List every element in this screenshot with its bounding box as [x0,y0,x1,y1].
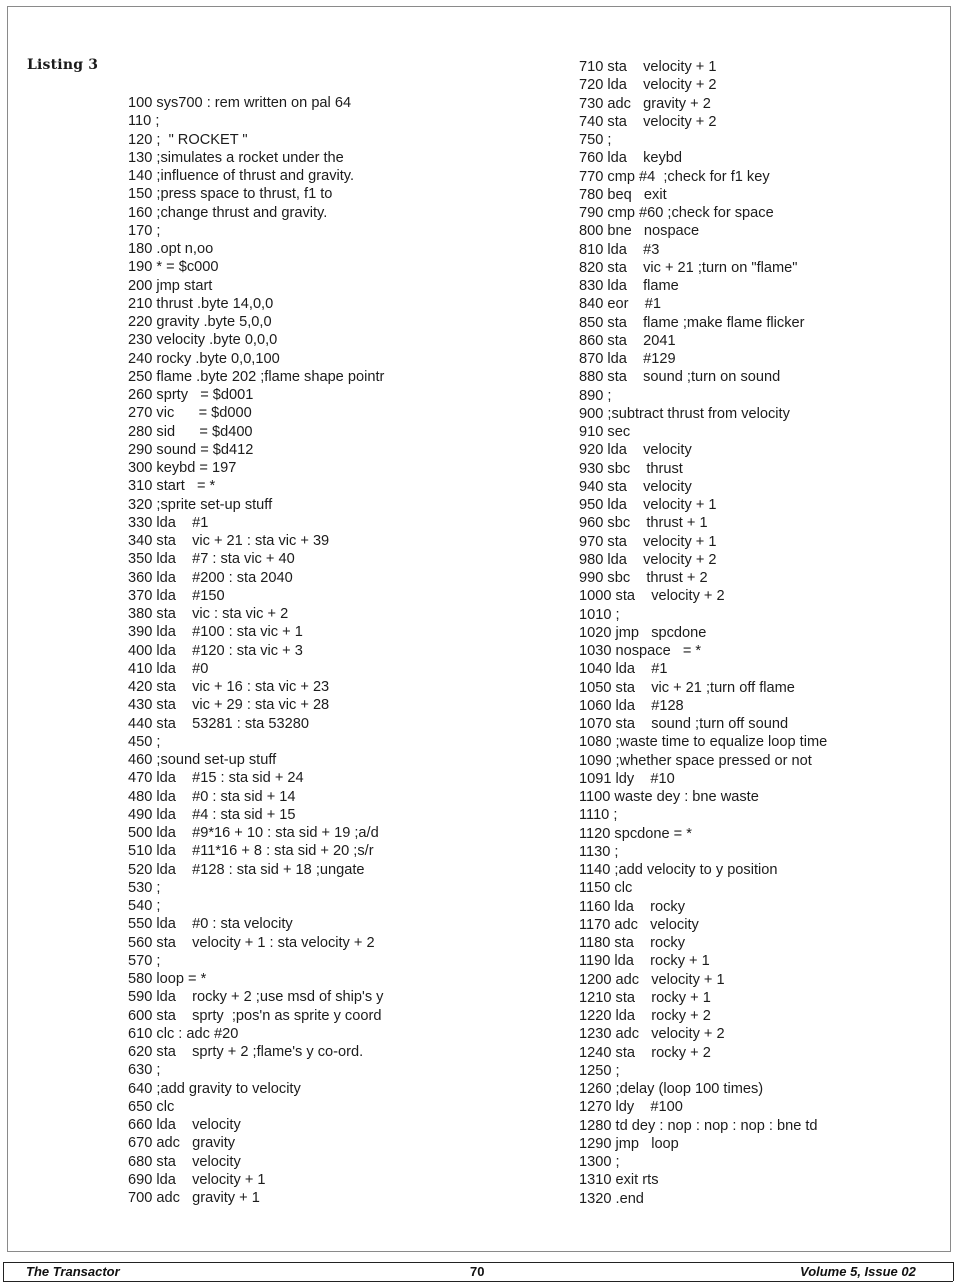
code-line: 920 lda velocity [579,442,692,459]
code-line: 1240 sta rocky + 2 [579,1044,711,1061]
code-line: 770 cmp #4 ;check for f1 key [579,168,770,185]
code-line: 1130 ; [579,843,619,860]
code-line: 830 lda flame [579,278,679,294]
code-line: 1100 waste dey : bne waste [579,789,759,805]
code-line: 720 lda velocity + 2 [579,77,717,94]
footer-border-left [3,1262,4,1281]
code-line: 730 adc gravity + 2 [579,95,711,112]
code-line: 300 keybd = 197 [128,460,237,476]
code-line: 840 eor #1 [579,296,661,313]
code-line: 160 ;change thrust and gravity. [128,204,328,221]
code-line: 1190 lda rocky + 1 [579,953,710,970]
code-line: 270 vic = $d000 [128,405,252,422]
code-line: 610 clc : adc #20 [128,1025,239,1042]
code-line: 1140 ;add velocity to y position [579,862,778,878]
code-line: 950 lda velocity + 1 [579,497,717,513]
code-line: 710 sta velocity + 1 [579,59,717,75]
code-line: 360 lda #200 : sta 2040 [128,569,293,586]
code-line: 1150 clc [579,880,633,897]
code-line: 1030 nospace = * [579,643,702,659]
code-line: 230 velocity .byte 0,0,0 [128,332,278,349]
code-line: 540 ; [128,898,161,914]
code-line: 310 start = * [128,478,216,495]
code-line: 550 lda #0 : sta velocity [128,916,293,933]
code-line: 200 jmp start [128,277,213,294]
code-line: 1091 ldy #10 [579,770,675,787]
code-line: 750 ; [579,132,612,148]
code-line: 570 ; [128,952,161,969]
code-line: 370 lda #150 [128,587,225,604]
code-line: 670 adc gravity [128,1135,236,1152]
code-line: 520 lda #128 : sta sid + 18 ;ungate [128,861,365,878]
code-line: 1230 adc velocity + 2 [579,1026,725,1043]
code-line: 890 ; [579,387,612,404]
code-line: 510 lda #11*16 + 8 : sta sid + 20 ;s/r [128,843,374,860]
code-line: 640 ;add gravity to velocity [128,1080,301,1097]
footer-rule-bottom [3,1281,953,1282]
code-line: 330 lda #1 [128,514,209,531]
code-line: 210 thrust .byte 14,0,0 [128,295,274,312]
code-line: 990 sbc thrust + 2 [579,570,708,586]
code-line: 740 sta velocity + 2 [579,113,717,130]
listing-column-right [579,58,827,1208]
code-line: 1210 sta rocky + 1 [579,989,711,1006]
code-line: 680 sta velocity [128,1153,241,1170]
code-line: 350 lda #7 : sta vic + 40 [128,551,295,568]
footer-page-number: 70 [470,1264,485,1279]
code-line: 880 sta sound ;turn on sound [579,369,781,386]
code-line: 1050 sta vic + 21 ;turn off flame [579,679,795,696]
code-line: 1020 jmp spcdone [579,624,707,641]
code-line: 1300 ; [579,1154,620,1170]
code-line: 930 sbc thrust [579,460,683,477]
code-line: 1180 sta rocky [579,935,685,951]
code-line: 320 ;sprite set-up stuff [128,496,273,513]
code-line: 180 .opt n,oo [128,241,214,257]
code-line: 1160 lda rocky [579,898,685,915]
code-line: 470 lda #15 : sta sid + 24 [128,770,304,787]
code-line: 1120 spcdone = * [579,825,692,842]
code-line: 1070 sta sound ;turn off sound [579,716,789,732]
code-line: 1290 jmp loop [579,1135,679,1152]
code-line: 560 sta velocity + 1 : sta velocity + 2 [128,934,375,951]
code-line: 490 lda #4 : sta sid + 15 [128,806,296,823]
code-line: 1110 ; [579,807,618,824]
code-line: 340 sta vic + 21 : sta vic + 39 [128,533,330,549]
code-line: 630 ; [128,1062,161,1079]
code-line: 970 sta velocity + 1 [579,533,717,550]
code-line: 250 flame .byte 202 ;flame shape pointr [128,368,385,385]
code-line: 780 beq exit [579,186,667,203]
code-line: 150 ;press space to thrust, f1 to [128,186,333,203]
code-line: 960 sbc thrust + 1 [579,515,708,532]
code-line: 590 lda rocky + 2 ;use msd of ship's y [128,989,384,1006]
code-line: 120 ; " ROCKET " [128,131,248,148]
footer-magazine-name: The Transactor [26,1264,120,1279]
code-line: 660 lda velocity [128,1117,241,1133]
code-line: 1280 td dey : nop : nop : nop : bne td [579,1117,818,1134]
code-line: 790 cmp #60 ;check for space [579,205,774,221]
code-line: 810 lda #3 [579,241,660,258]
code-line: 130 ;simulates a rocket under the [128,149,344,166]
code-line: 870 lda #129 [579,351,676,367]
code-line: 580 loop = * [128,971,207,987]
code-line: 450 ; [128,733,161,750]
code-line: 1270 ldy #100 [579,1099,683,1116]
code-line: 100 sys700 : rem written on pal 64 [128,95,352,111]
code-line: 900 ;subtract thrust from velocity [579,405,790,422]
code-line: 220 gravity .byte 5,0,0 [128,314,272,330]
code-line: 440 sta 53281 : sta 53280 [128,715,309,732]
code-line: 1000 sta velocity + 2 [579,588,725,605]
code-line: 1220 lda rocky + 2 [579,1008,711,1024]
code-line: 380 sta vic : sta vic + 2 [128,606,289,622]
code-line: 500 lda #9*16 + 10 : sta sid + 19 ;a/d [128,825,379,841]
code-line: 940 sta velocity [579,478,692,495]
code-line: 1200 adc velocity + 1 [579,971,725,988]
code-line: 760 lda keybd [579,150,683,167]
code-line: 850 sta flame ;make flame flicker [579,314,805,331]
code-line: 1040 lda #1 [579,661,668,678]
code-line: 390 lda #100 : sta vic + 1 [128,624,303,641]
footer-border-right [953,1262,954,1281]
code-line: 170 ; [128,222,161,239]
code-line: 1260 ;delay (loop 100 times) [579,1081,764,1097]
code-line: 530 ; [128,879,161,896]
code-line: 140 ;influence of thrust and gravity. [128,168,355,184]
code-line: 1080 ;waste time to equalize loop time [579,734,828,751]
code-line: 260 sprty = $d001 [128,387,254,403]
code-line: 910 sec [579,424,631,440]
code-line: 480 lda #0 : sta sid + 14 [128,788,296,805]
code-line: 420 sta vic + 16 : sta vic + 23 [128,679,330,695]
code-line: 700 adc gravity + 1 [128,1190,260,1206]
code-line: 800 bne nospace [579,223,700,240]
code-line: 430 sta vic + 29 : sta vic + 28 [128,697,330,714]
code-line: 820 sta vic + 21 ;turn on "flame" [579,259,798,276]
code-line: 1060 lda #128 [579,697,684,714]
code-line: 1010 ; [579,606,620,623]
code-line: 980 lda velocity + 2 [579,551,717,568]
code-line: 1320 .end [579,1190,644,1207]
code-line: 290 sound = $d412 [128,441,254,458]
code-line: 1170 adc velocity [579,916,699,933]
listing-heading: Listing 3 [27,57,99,73]
code-line: 410 lda #0 [128,660,209,677]
code-line: 1310 exit rts [579,1172,659,1189]
code-line: 400 lda #120 : sta vic + 3 [128,642,303,659]
footer-rule-top [3,1262,953,1263]
code-line: 110 ; [128,113,160,130]
code-line: 620 sta sprty + 2 ;flame's y co-ord. [128,1044,364,1060]
footer-issue: Volume 5, Issue 02 [800,1264,916,1279]
code-line: 460 ;sound set-up stuff [128,752,277,768]
code-line: 690 lda velocity + 1 [128,1171,266,1188]
code-line: 240 rocky .byte 0,0,100 [128,350,280,367]
code-line: 600 sta sprty ;pos'n as sprite y coord [128,1007,382,1024]
code-line: 1090 ;whether space pressed or not [579,752,812,769]
listing-column-left [128,94,384,1207]
code-line: 280 sid = $d400 [128,423,253,440]
code-line: 190 * = $c000 [128,259,219,276]
code-line: 1250 ; [579,1062,620,1079]
code-line: 650 clc [128,1098,175,1115]
code-line: 860 sta 2041 [579,332,676,349]
